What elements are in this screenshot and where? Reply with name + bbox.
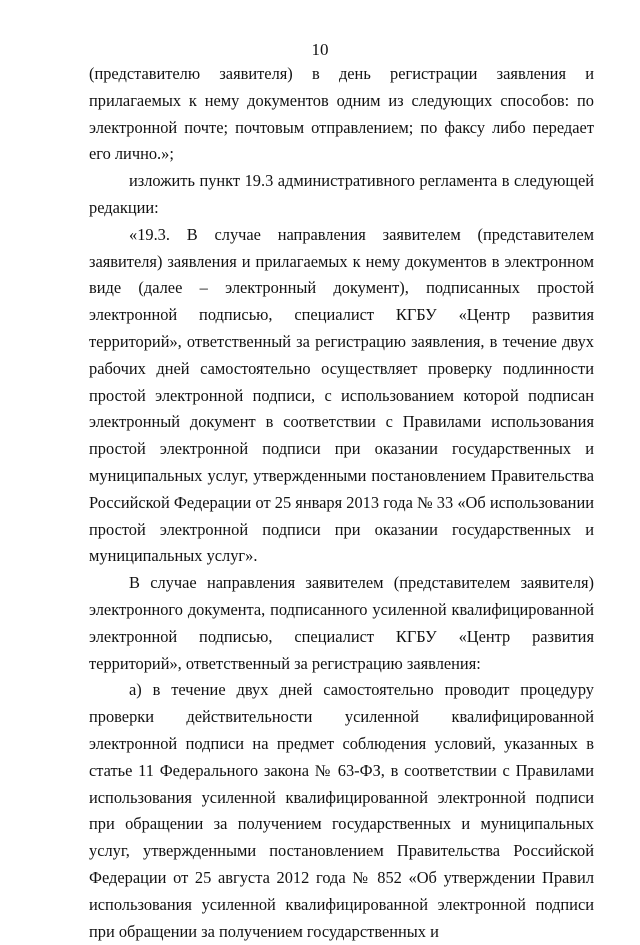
page-number: 10 [311, 40, 329, 59]
paragraph-clause-19-3: «19.3. В случае направления заявителем (представителем заявителя) заявления и прилагаемых к нему документов в электронном виде (далее – электронный документ), подписанных простой электронной подписью, специалист КГБУ «Центр развития территорий», ответственный за регистрацию заявления, в течение двух рабочих дней самостоятельно осуществляет проверку подлинности простой электронной подписи, с использованием которой подписан электронный документ в соответствии с Правилами использования простой электронной подписи при оказании государственных и муниципальных услуг, утвержденными постановлением Правительства Российской Федерации от 25 января 2013 года № 33 «Об использовании простой электронной подписи при оказании государственных и муниципальных услуг». [89, 224, 594, 566]
paragraph-continuation: (представителю заявителя) в день регистрации заявления и прилагаемых к нему документов одним из следующих способов: по электронной почте; почтовым отправлением; по факсу либо передает его лично.»; [89, 64, 594, 164]
document-body [89, 61, 594, 945]
paragraph-amendment-instruction: изложить пункт 19.3 административного регламента в следующей редакции: [89, 171, 594, 217]
paragraph-qualified-signature: В случае направления заявителем (представителем заявителя) электронного документа, подписанного усиленной квалифицированной электронной подписью, специалист КГБУ «Центр развития территорий», ответственный за регистрацию заявления: [89, 573, 594, 673]
paragraph-item-a: а) в течение двух дней самостоятельно проводит процедуру проверки действительности усиленной квалифицированной электронной подписи на предмет соблюдения условий, указанных в статье 11 Федерального закона № 63-ФЗ, в соответствии с Правилами использования усиленной квалифицированной электронной подписи при обращении за получением государственных и муниципальных услуг, утвержденными постановлением Правительства Российской Федерации от 25 августа 2012 года № 852 «Об утверждении Правил использования усиленной квалифицированной электронной подписи при обращении за получением государственных и [89, 680, 594, 941]
